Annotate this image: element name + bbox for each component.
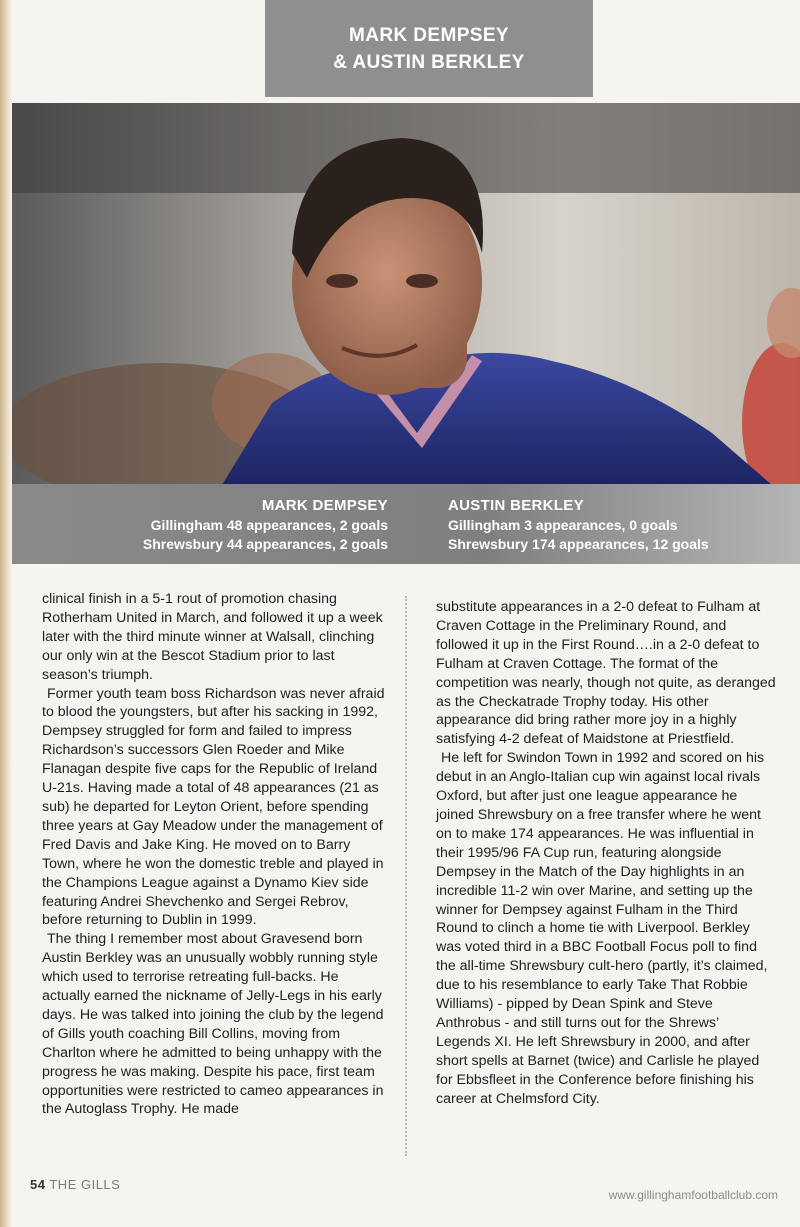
article-paragraph: The thing I remember most about Gravesend born Austin Berkley was an unusually wobbly running style which used to terrorise retreating full-backs. He actually earned the nickname of Jelly-Legs in his early days. He was talked into joining the club by the legend of Gills youth coaching Bill Collins, moving from Charlton where he admitted to being unhappy with the progress he was making. Despite his pace, first team opportunities were restricted to cameo appearances in the Autoglass Trophy. He made — [42, 931, 384, 1118]
page-number: 54 — [30, 1177, 46, 1192]
footballer-photo-icon — [12, 103, 800, 485]
stats-berkley-shrewsbury: Shrewsbury 174 appearances, 12 goals — [448, 536, 709, 552]
title-box — [265, 0, 593, 97]
footballer-photo — [12, 103, 800, 485]
stats-berkley-gillingham: Gillingham 3 appearances, 0 goals — [448, 517, 678, 533]
article-column-right — [436, 598, 776, 1108]
section-name: THE GILLS — [49, 1177, 121, 1192]
article-paragraph: clinical finish in a 5-1 rout of promotion chasing Rotherham United in March, and followed it up a week later with the third minute winner at Walsall, clinching our only win at the Bescot Stadium prior to last season’s triumph. — [42, 591, 383, 683]
footer-url: www.gillinghamfootballclub.com — [608, 1188, 778, 1202]
stats-dempsey — [12, 496, 388, 554]
title-line-2: & AUSTIN BERKLEY — [333, 51, 525, 73]
article-paragraph: substitute appearances in a 2-0 defeat to Fulham at Craven Cottage in the Preliminary Round, and followed it up in the First Round….in a 2-0 defeat to Fulham at Craven Cottage. The format of the competition was nearly, though not quite, as deranged as the Checkatrade Trophy today. His other appearance did bring rather more joy in a highly satisfying 4-2 defeat of Maidstone at Priestfield. — [436, 599, 776, 748]
title-line-1: MARK DEMPSEY — [349, 24, 509, 46]
stats-dempsey-name: MARK DEMPSEY — [261, 497, 388, 514]
stats-dempsey-shrewsbury: Shrewsbury 44 appearances, 2 goals — [142, 536, 388, 552]
article-paragraph: Former youth team boss Richardson was never afraid to blood the youngsters, but after his sacking in 1992, Dempsey struggled for form and failed to impress Richardson’s successors Glen Roeder and Mike Flanagan despite five caps for the Republic of Ireland U-21s. Having made a total of 48 appearances (21 as sub) he departed for Leyton Orient, before spending three years at Gay Meadow under the management of Fred Davis and Jake King. He moved on to Barry Town, where he won the domestic treble and played in the Champions League against a Dynamo Kiev side featuring Andrei Shevchenko and Sergei Rebrov, before returning to Dublin in 1999. — [42, 685, 385, 929]
stats-berkley — [448, 496, 800, 554]
article-column-left — [42, 590, 388, 1119]
page-edge — [0, 0, 12, 1227]
article-paragraph: He left for Swindon Town in 1992 and scored on his debut in an Anglo-Italian cup win against local rivals Oxford, but after just one league appearance he joined Shrewsbury on a free transfer where he went on to make 174 appearances. He was influential in their 1995/96 FA Cup run, featuring alongside Dempsey in the Match of the Day highlights in an incredible 11-2 win over Marine, and setting up the winner for Dempsey against Fulham in the Third Round to clinch a home tie with Liverpool. Berkley was voted third in a BBC Football Focus poll to find the all-time Shrewsbury cult-hero (partly, it’s claimed, due to his resemblance to early Take That Robbie Williams) - pipped by Dean Spink and Steve Anthrobus - and still turns out for the Shrews’ Legends XI. He left Shrewsbury in 2000, and after short spells at Barnet (twice) and Carlisle he played for Ebbsfleet in the Conference before finishing his career at Chelmsford City. — [436, 750, 768, 1107]
stats-bar — [12, 484, 800, 564]
page-footer — [30, 1177, 120, 1192]
column-divider — [405, 596, 407, 1156]
stats-berkley-name: AUSTIN BERKLEY — [448, 497, 584, 514]
stats-dempsey-gillingham: Gillingham 48 appearances, 2 goals — [150, 517, 388, 533]
